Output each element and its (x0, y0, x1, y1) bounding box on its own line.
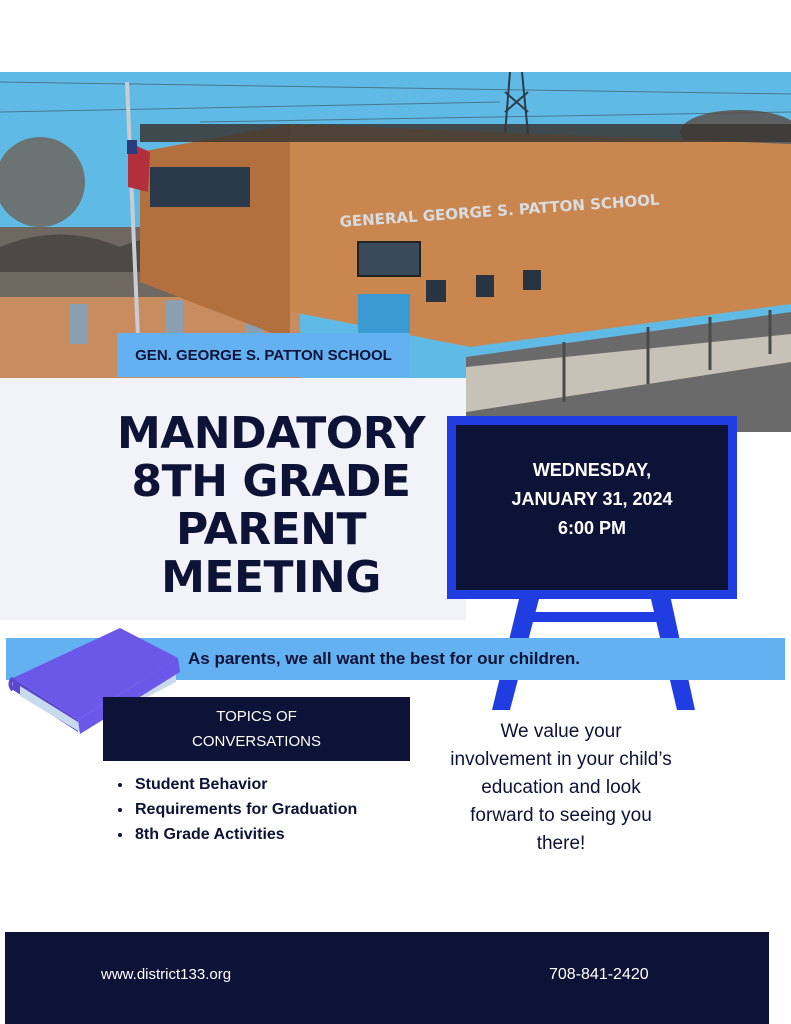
message-line: forward to seeing you (470, 805, 652, 826)
building-sign: GENERAL GEORGE S. PATTON SCHOOL (339, 190, 660, 231)
event-time: 6:00 PM (557, 518, 627, 538)
message-line: education and look (481, 777, 641, 798)
event-day: WEDNESDAY, (532, 460, 652, 480)
phone-number[interactable]: 708-841-2420 (549, 966, 649, 983)
title-line: MANDATORY (116, 408, 426, 459)
title-line: MEETING (161, 552, 381, 603)
banner-text: As parents, we all want the best for our children. (188, 649, 581, 668)
title-line: 8TH GRADE (131, 456, 411, 507)
topics-heading-line: TOPICS OF (216, 708, 297, 725)
topics-list (113, 772, 357, 847)
title-line: PARENT (175, 504, 367, 555)
message-line: We value your (500, 721, 622, 742)
event-date: JANUARY 31, 2024 (511, 489, 673, 509)
welcome-message (430, 718, 692, 858)
topics-heading (103, 697, 410, 761)
event-details (447, 456, 737, 543)
school-label: GEN. GEORGE S. PATTON SCHOOL (117, 333, 410, 377)
list-item: • Requirements for Graduation (133, 797, 357, 822)
website-link[interactable]: www.district133.org (101, 966, 232, 983)
list-item: • 8th Grade Activities (133, 822, 357, 847)
meeting-title (96, 410, 446, 602)
message-line: there! (536, 833, 586, 854)
list-item: • Student Behavior (133, 772, 357, 797)
topics-heading-line: CONVERSATIONS (192, 733, 321, 750)
message-line: involvement in your child’s (450, 749, 672, 770)
